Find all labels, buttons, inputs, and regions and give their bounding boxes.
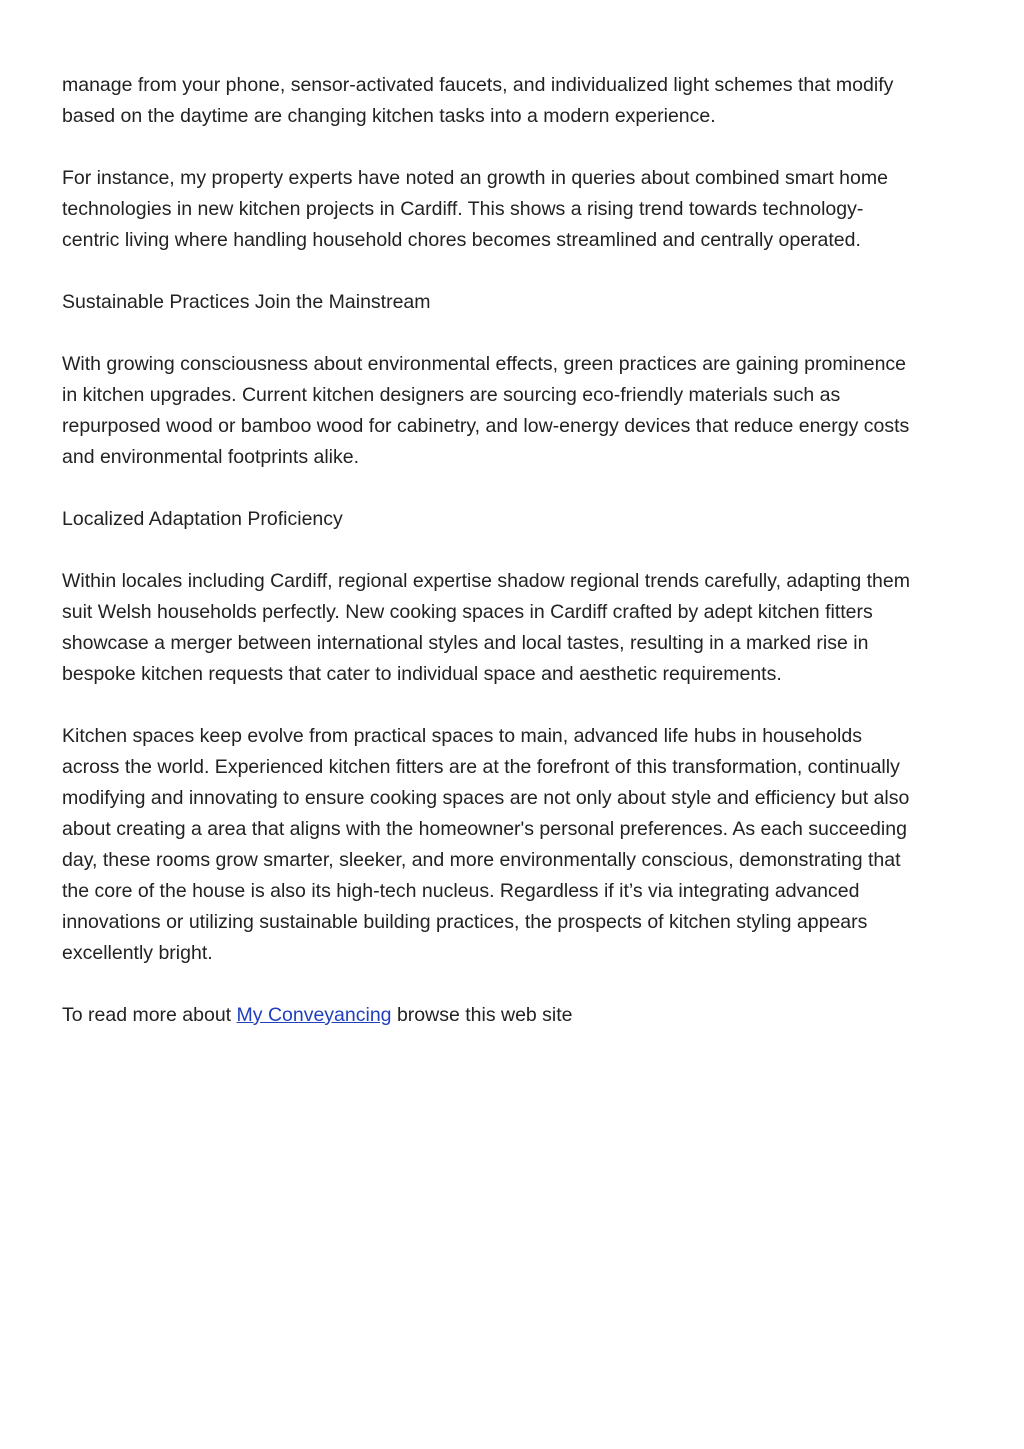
- closing-prefix: To read more about: [62, 1004, 237, 1026]
- paragraph-property-experts: [62, 163, 972, 256]
- text-line: modifying and innovating to ensure cooking spaces are not only about style and efficiency but also: [62, 787, 910, 809]
- closing-suffix: browse this web site: [391, 1004, 573, 1026]
- text-line: excellently bright.: [62, 942, 213, 964]
- paragraph-sustainable-practices: [62, 349, 972, 473]
- paragraph-kitchen-evolution: [62, 721, 972, 969]
- text-line: showcase a merger between international styles and local tastes, resulting in a marked rise in: [62, 632, 869, 654]
- text-line: Within locales including Cardiff, regional expertise shadow regional trends carefully, adapting them: [62, 570, 910, 592]
- paragraph-smart-tech-intro: [62, 70, 972, 132]
- my-conveyancing-link[interactable]: My Conveyancing: [236, 1004, 392, 1026]
- section-heading: Sustainable Practices Join the Mainstream: [62, 291, 431, 313]
- paragraph-localized-adaptation: [62, 566, 972, 690]
- text-line: day, these rooms grow smarter, sleeker, and more environmentally conscious, demonstrating that: [62, 849, 901, 871]
- text-line: suit Welsh households perfectly. New cooking spaces in Cardiff crafted by adept kitchen fitters: [62, 601, 873, 623]
- text-line: about creating a area that aligns with the homeowner's personal preferences. As each succeeding: [62, 818, 907, 840]
- text-line: based on the daytime are changing kitchen tasks into a modern experience.: [62, 105, 716, 127]
- text-line: and environmental footprints alike.: [62, 446, 360, 468]
- text-line: repurposed wood or bamboo wood for cabinetry, and low-energy devices that reduce energy costs: [62, 415, 910, 437]
- text-line: manage from your phone, sensor-activated faucets, and individualized light schemes that modify: [62, 74, 894, 96]
- text-line: technologies in new kitchen projects in Cardiff. This shows a rising trend towards technology-: [62, 198, 864, 220]
- heading-localized-adaptation: [62, 504, 972, 535]
- text-line: For instance, my property experts have noted an growth in queries about combined smart home: [62, 167, 888, 189]
- document-body: [62, 70, 972, 1062]
- text-line: centric living where handling household chores becomes streamlined and centrally operated.: [62, 229, 861, 251]
- section-heading: Localized Adaptation Proficiency: [62, 508, 343, 530]
- paragraph-closing: [62, 1000, 972, 1031]
- text-line: innovations or utilizing sustainable building practices, the prospects of kitchen styling appears: [62, 911, 868, 933]
- text-line: Kitchen spaces keep evolve from practical spaces to main, advanced life hubs in households: [62, 725, 862, 747]
- text-line: across the world. Experienced kitchen fitters are at the forefront of this transformation, continually: [62, 756, 900, 778]
- text-line: bespoke kitchen requests that cater to individual space and aesthetic requirements.: [62, 663, 782, 685]
- text-line: With growing consciousness about environmental effects, green practices are gaining prominence: [62, 353, 907, 375]
- text-line: in kitchen upgrades. Current kitchen designers are sourcing eco-friendly materials such as: [62, 384, 841, 406]
- heading-sustainable-practices: [62, 287, 972, 318]
- text-line: the core of the house is also its high-tech nucleus. Regardless if it’s via integrating advanced: [62, 880, 860, 902]
